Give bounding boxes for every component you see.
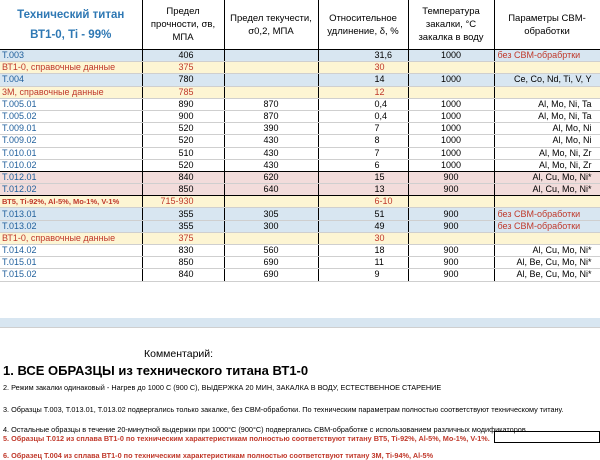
strength-cell[interactable]: 850 — [142, 184, 224, 196]
params-cell[interactable]: Al, Be, Cu, Mo, Ni* — [494, 257, 600, 269]
header-yield[interactable]: Предел текучести, σ0,2, МПА — [224, 0, 318, 50]
sample-name-cell[interactable]: Т.004 — [0, 74, 142, 86]
elongation-cell[interactable]: 49 — [318, 220, 408, 232]
params-cell[interactable]: Al, Mo, Ni, Zr — [494, 159, 600, 171]
elongation-cell[interactable]: 9 — [318, 269, 408, 281]
temperature-cell[interactable]: 1000 — [408, 159, 494, 171]
header-title[interactable] — [0, 0, 142, 50]
yield-cell[interactable]: 870 — [224, 110, 318, 122]
strength-cell[interactable]: 830 — [142, 245, 224, 257]
comments-label[interactable]: Комментарий: — [144, 348, 214, 360]
header-params[interactable]: Параметры СВМ-обработки — [494, 0, 600, 50]
yield-cell[interactable]: 870 — [224, 98, 318, 110]
table-row — [0, 159, 600, 171]
temperature-cell[interactable]: 900 — [408, 245, 494, 257]
yield-cell[interactable] — [224, 50, 318, 62]
strength-cell[interactable]: 520 — [142, 135, 224, 147]
strength-cell[interactable]: 840 — [142, 269, 224, 281]
yield-cell[interactable]: 390 — [224, 123, 318, 135]
temperature-cell[interactable]: 1000 — [408, 110, 494, 122]
temperature-cell[interactable]: 1000 — [408, 98, 494, 110]
table-row — [0, 196, 600, 208]
strength-cell[interactable]: 520 — [142, 159, 224, 171]
header-elongation[interactable]: Относительное удлинение, δ, % — [318, 0, 408, 50]
elongation-cell[interactable]: 13 — [318, 184, 408, 196]
elongation-cell[interactable]: 0,4 — [318, 98, 408, 110]
strength-cell[interactable]: 510 — [142, 147, 224, 159]
strength-cell[interactable]: 375 — [142, 232, 224, 244]
table-row — [0, 50, 600, 62]
params-cell[interactable]: Al, Mo, Ni, Zr — [494, 147, 600, 159]
sample-name-cell[interactable]: 3М, справочные данные — [0, 86, 142, 98]
params-cell[interactable]: Al, Be, Cu, Mo, Ni* — [494, 269, 600, 281]
params-cell[interactable]: без СВМ-обработки — [494, 220, 600, 232]
yield-cell[interactable]: 690 — [224, 269, 318, 281]
elongation-cell[interactable]: 18 — [318, 245, 408, 257]
strength-cell[interactable]: 840 — [142, 171, 224, 183]
temperature-cell[interactable]: 900 — [408, 257, 494, 269]
table-row — [0, 147, 600, 159]
sample-name-cell[interactable]: Т.015.01 — [0, 257, 142, 269]
sample-name-cell[interactable]: ВТ5, Ti-92%, Al-5%, Mo-1%, V-1% — [0, 196, 142, 208]
yield-cell[interactable]: 640 — [224, 184, 318, 196]
blank-rows — [0, 318, 600, 336]
sample-name-cell[interactable]: Т.005.01 — [0, 98, 142, 110]
table-row — [0, 184, 600, 196]
yield-cell[interactable]: 430 — [224, 147, 318, 159]
table-row — [0, 208, 600, 220]
strength-cell[interactable]: 520 — [142, 123, 224, 135]
table-row — [0, 135, 600, 147]
strength-cell[interactable]: 890 — [142, 98, 224, 110]
sample-name-cell[interactable]: Т.013.02 — [0, 220, 142, 232]
yield-cell[interactable]: 300 — [224, 220, 318, 232]
table-row — [0, 98, 600, 110]
table-row — [0, 257, 600, 269]
strength-cell[interactable]: 900 — [142, 110, 224, 122]
table-row — [0, 86, 600, 98]
sample-name-cell[interactable]: Т.014.02 — [0, 245, 142, 257]
params-cell[interactable]: Al, Mo, Ni, Ta — [494, 110, 600, 122]
elongation-cell[interactable]: 11 — [318, 257, 408, 269]
temperature-cell[interactable]: 1000 — [408, 123, 494, 135]
elongation-cell[interactable]: 7 — [318, 123, 408, 135]
title-line1: Технический титан — [17, 8, 125, 21]
params-cell[interactable]: Al, Mo, Ni, Ta — [494, 98, 600, 110]
elongation-cell[interactable]: 12 — [318, 86, 408, 98]
temperature-cell[interactable]: 1000 — [408, 74, 494, 86]
sample-name-cell[interactable]: Т.010.02 — [0, 159, 142, 171]
comment-line-4[interactable]: 4. Остальные образцы в течение 20-минутной выдержки при 1000°С (900°С) подвергались СВМ-обработке с использованием различных модификаторов. — [3, 425, 528, 434]
table-row — [0, 110, 600, 122]
temperature-cell[interactable]: 900 — [408, 269, 494, 281]
sample-name-cell[interactable]: ВТ1-0, справочные данные — [0, 232, 142, 244]
params-cell[interactable] — [494, 62, 600, 74]
yield-cell[interactable] — [224, 74, 318, 86]
temperature-cell[interactable]: 900 — [408, 171, 494, 183]
yield-cell[interactable] — [224, 62, 318, 74]
temperature-cell[interactable]: 1000 — [408, 50, 494, 62]
table-row — [0, 232, 600, 244]
strength-cell[interactable]: 785 — [142, 86, 224, 98]
strength-cell[interactable]: 375 — [142, 62, 224, 74]
yield-cell[interactable]: 305 — [224, 208, 318, 220]
elongation-cell[interactable]: 0,4 — [318, 110, 408, 122]
header-temperature[interactable]: Температура закалки, °С закалка в воду — [408, 0, 494, 50]
sample-name-cell[interactable]: Т.012.01 — [0, 171, 142, 183]
yield-cell[interactable]: 690 — [224, 257, 318, 269]
params-cell[interactable]: без СВМ-обрабртки — [494, 50, 600, 62]
yield-cell[interactable]: 560 — [224, 245, 318, 257]
temperature-cell[interactable] — [408, 86, 494, 98]
temperature-cell[interactable]: 900 — [408, 184, 494, 196]
yield-cell[interactable]: 620 — [224, 171, 318, 183]
strength-cell[interactable]: 355 — [142, 220, 224, 232]
temperature-cell[interactable]: 900 — [408, 220, 494, 232]
elongation-cell[interactable]: 31,6 — [318, 50, 408, 62]
selected-cell[interactable] — [494, 431, 600, 443]
elongation-cell[interactable]: 30 — [318, 232, 408, 244]
temperature-cell[interactable] — [408, 196, 494, 208]
sample-name-cell[interactable]: Т.009.01 — [0, 123, 142, 135]
params-cell[interactable]: без СВМ-обработки — [494, 208, 600, 220]
table-row — [0, 62, 600, 74]
params-cell[interactable]: Ce, Co, Nd, Ti, V, Y — [494, 74, 600, 86]
params-cell[interactable]: Al, Mo, Ni — [494, 135, 600, 147]
table-row — [0, 171, 600, 183]
elongation-cell[interactable]: 30 — [318, 62, 408, 74]
params-cell[interactable]: Al, Cu, Mo, Ni* — [494, 245, 600, 257]
temperature-cell[interactable]: 1000 — [408, 147, 494, 159]
table-row — [0, 245, 600, 257]
table-row — [0, 123, 600, 135]
comment-heading[interactable]: 1. ВСЕ ОБРАЗЦЫ из технического титана ВТ1-0 — [3, 363, 309, 378]
strength-cell[interactable]: 406 — [142, 50, 224, 62]
elongation-cell[interactable]: 7 — [318, 147, 408, 159]
yield-cell[interactable] — [224, 86, 318, 98]
strength-cell[interactable]: 355 — [142, 208, 224, 220]
comment-line-6[interactable]: 6. Образец Т.004 из сплава ВТ1-0 по техническим характеристикам полностью соответствуют титану 3М, Ti-94%, Al-5% — [3, 451, 434, 460]
sample-name-cell[interactable]: Т.010.01 — [0, 147, 142, 159]
sample-name-cell[interactable]: Т.003 — [0, 50, 142, 62]
params-cell[interactable]: Al, Mo, Ni — [494, 123, 600, 135]
comment-line-2[interactable]: 2. Режим закалки одинаковый - Нагрев до 1000 С (900 С), ВЫДЕРЖКА 20 МИН, ЗАКАЛКА В ВОДУ, ЕСТЕСТВЕННОЕ СТАРЕНИЕ — [3, 383, 442, 392]
temperature-cell[interactable] — [408, 62, 494, 74]
header-row — [0, 0, 600, 50]
params-cell[interactable] — [494, 86, 600, 98]
temperature-cell[interactable]: 900 — [408, 208, 494, 220]
sample-name-cell[interactable]: Т.012.02 — [0, 184, 142, 196]
temperature-cell[interactable]: 1000 — [408, 135, 494, 147]
table-row — [0, 74, 600, 86]
params-cell[interactable] — [494, 232, 600, 244]
strength-cell[interactable]: 780 — [142, 74, 224, 86]
table-row — [0, 269, 600, 281]
elongation-cell[interactable]: 15 — [318, 171, 408, 183]
table-row — [0, 220, 600, 232]
title-line2: ВТ1-0, Ti - 99% — [30, 28, 112, 41]
elongation-cell[interactable]: 6 — [318, 159, 408, 171]
comment-line-5[interactable]: 5. Образцы Т.012 из сплава ВТ1-0 по техническим характеристикам полностью соответствуют титану ВТ5, Ti-92%, Al-5%, Mo-1%, V-1%. — [3, 434, 490, 443]
yield-cell[interactable] — [224, 232, 318, 244]
header-strength[interactable]: Предел прочности, σв, МПА — [142, 0, 224, 50]
sample-name-cell[interactable]: ВТ1-0, справочные данные — [0, 62, 142, 74]
params-cell[interactable] — [494, 196, 600, 208]
strength-cell[interactable]: 715-930 — [142, 196, 224, 208]
temperature-cell[interactable] — [408, 232, 494, 244]
strength-cell[interactable]: 850 — [142, 257, 224, 269]
yield-cell[interactable]: 430 — [224, 159, 318, 171]
sample-name-cell[interactable]: Т.005.02 — [0, 110, 142, 122]
yield-cell[interactable]: 430 — [224, 135, 318, 147]
comment-line-3[interactable]: 3. Образцы Т.003, Т.013.01, Т.013.02 подвергались только закалке, без СВМ-обработки. По техническим параметрам полностью соответствуют техническому титану. — [3, 405, 564, 414]
sample-name-cell[interactable]: Т.013.01 — [0, 208, 142, 220]
yield-cell[interactable] — [224, 196, 318, 208]
elongation-cell[interactable]: 51 — [318, 208, 408, 220]
elongation-cell[interactable]: 6-10 — [318, 196, 408, 208]
blank-row[interactable] — [0, 328, 600, 336]
elongation-cell[interactable]: 8 — [318, 135, 408, 147]
blank-row[interactable] — [0, 318, 600, 328]
sample-name-cell[interactable]: Т.015.02 — [0, 269, 142, 281]
sample-name-cell[interactable]: Т.009.02 — [0, 135, 142, 147]
params-cell[interactable]: Al, Cu, Mo, Ni* — [494, 184, 600, 196]
params-cell[interactable]: Al, Cu, Mo, Ni* — [494, 171, 600, 183]
elongation-cell[interactable]: 14 — [318, 74, 408, 86]
